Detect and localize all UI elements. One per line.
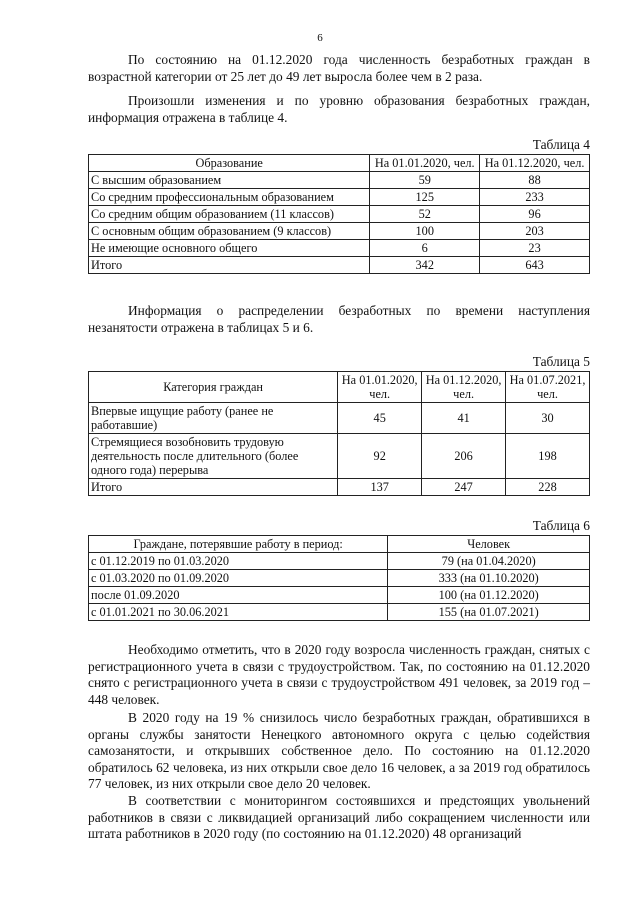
table4-header-row: [89, 155, 590, 172]
table6-header-period: Граждане, потерявшие работу в период:: [89, 536, 388, 553]
table6-job-loss: [88, 535, 590, 621]
paragraph-distribution: Информация о распределении безработных по времени наступления незанятости отражена в таблицах 5 и 6.: [88, 303, 590, 335]
table6-cell-value: 155 (на 01.07.2021): [388, 604, 590, 621]
table-row: [89, 434, 590, 479]
table-row: [89, 587, 590, 604]
table-row: [89, 240, 590, 257]
table5-header-dec2020: На 01.12.2020, чел.: [422, 372, 506, 403]
table4-cell-value: 52: [370, 206, 480, 223]
table4-cell-value: 203: [480, 223, 590, 240]
table6-cell-period: после 01.09.2020: [89, 587, 388, 604]
table4-cell-label: Итого: [89, 257, 370, 274]
table5-cell-label: Итого: [89, 479, 338, 496]
paragraph-education-change: Произошли изменения и по уровню образования безработных граждан, информация отражена в таблице 4.: [88, 93, 590, 125]
table4-cell-value: 125: [370, 189, 480, 206]
table5-cell-label: Стремящиеся возобновить трудовую деятельность после длительного (более одного года) перерыва: [89, 434, 338, 479]
table6-header-people: Человек: [388, 536, 590, 553]
table4-header-education: Образование: [89, 155, 370, 172]
table4-cell-value: 100: [370, 223, 480, 240]
table5-cell-label: Впервые ищущие работу (ранее не работавшие): [89, 403, 338, 434]
table-row: [89, 570, 590, 587]
table-row: [89, 206, 590, 223]
table4-education: [88, 154, 590, 274]
table6-cell-period: с 01.12.2019 по 01.03.2020: [89, 553, 388, 570]
table-row: [89, 172, 590, 189]
table5-header-jul2021: На 01.07.2021, чел.: [506, 372, 590, 403]
table5-total-row: [89, 479, 590, 496]
table4-cell-label: Не имеющие основного общего: [89, 240, 370, 257]
paragraph-monitoring: В соответствии с мониторингом состоявшихся и предстоящих увольнений работников в связи с ликвидацией организаций либо сокращением численности или штата работников в 2020 году (по состоянию на 01.12.2020) 48 организаций: [88, 793, 590, 841]
table6-cell-value: 100 (на 01.12.2020): [388, 587, 590, 604]
table4-caption: Таблица 4: [532, 137, 590, 152]
table5-cell-value: 30: [506, 403, 590, 434]
paragraph-self-employment: В 2020 году на 19 % снизилось число безработных граждан, обратившихся в органы службы занятости Ненецкого автономного округа с целью содействия самозанятости, и открывших собственное дело. По состоянию на 01.12.2020 обратилось 62 человека, из них открыли свое дело 16 человек, а за 2019 год обратилось 77 человек, из них открыли свое дело 20 человек.: [88, 710, 590, 791]
table5-cell-value: 247: [422, 479, 506, 496]
table6-cell-period: с 01.01.2021 по 30.06.2021: [89, 604, 388, 621]
table5-caption: Таблица 5: [532, 354, 590, 369]
table4-cell-label: С высшим образованием: [89, 172, 370, 189]
table5-cell-value: 41: [422, 403, 506, 434]
table5-header-row: [89, 372, 590, 403]
table5-header-category: Категория граждан: [89, 372, 338, 403]
table6-cell-value: 79 (на 01.04.2020): [388, 553, 590, 570]
table4-cell-value: 342: [370, 257, 480, 274]
table4-cell-value: 96: [480, 206, 590, 223]
table4-cell-label: Со средним профессиональным образованием: [89, 189, 370, 206]
table5-categories: [88, 371, 590, 496]
table4-header-dec2020: На 01.12.2020, чел.: [480, 155, 590, 172]
table6-cell-value: 333 (на 01.10.2020): [388, 570, 590, 587]
table4-cell-label: С основным общим образованием (9 классов): [89, 223, 370, 240]
table-row: [89, 189, 590, 206]
table4-cell-label: Со средним общим образованием (11 классов): [89, 206, 370, 223]
table4-cell-value: 88: [480, 172, 590, 189]
table4-cell-value: 6: [370, 240, 480, 257]
table4-cell-value: 59: [370, 172, 480, 189]
table6-caption: Таблица 6: [532, 518, 590, 533]
table5-cell-value: 198: [506, 434, 590, 479]
table-row: [89, 604, 590, 621]
table-row: [89, 553, 590, 570]
table5-cell-value: 137: [338, 479, 422, 496]
table4-cell-value: 233: [480, 189, 590, 206]
table6-cell-period: с 01.03.2020 по 01.09.2020: [89, 570, 388, 587]
table6-header-row: [89, 536, 590, 553]
table4-cell-value: 23: [480, 240, 590, 257]
table5-cell-value: 228: [506, 479, 590, 496]
table4-header-jan2020: На 01.01.2020, чел.: [370, 155, 480, 172]
table5-cell-value: 206: [422, 434, 506, 479]
table5-cell-value: 45: [338, 403, 422, 434]
table4-total-row: [89, 257, 590, 274]
table-row: [89, 223, 590, 240]
paragraph-age-category: По состоянию на 01.12.2020 года численность безработных граждан в возрастной категории от 25 лет до 49 лет выросла более чем в 2 раза.: [88, 52, 590, 84]
table4-cell-value: 643: [480, 257, 590, 274]
table-row: [89, 403, 590, 434]
page-number: 6: [317, 32, 323, 44]
table5-header-jan2020: На 01.01.2020, чел.: [338, 372, 422, 403]
table5-cell-value: 92: [338, 434, 422, 479]
paragraph-employment: Необходимо отметить, что в 2020 году возросла численность граждан, снятых с регистрационного учета в связи с трудоустройством. Так, по состоянию на 01.12.2020 снято с регистрационного учета в связи с трудоустройством 491 человек, за 2019 год – 448 человек.: [88, 642, 590, 707]
